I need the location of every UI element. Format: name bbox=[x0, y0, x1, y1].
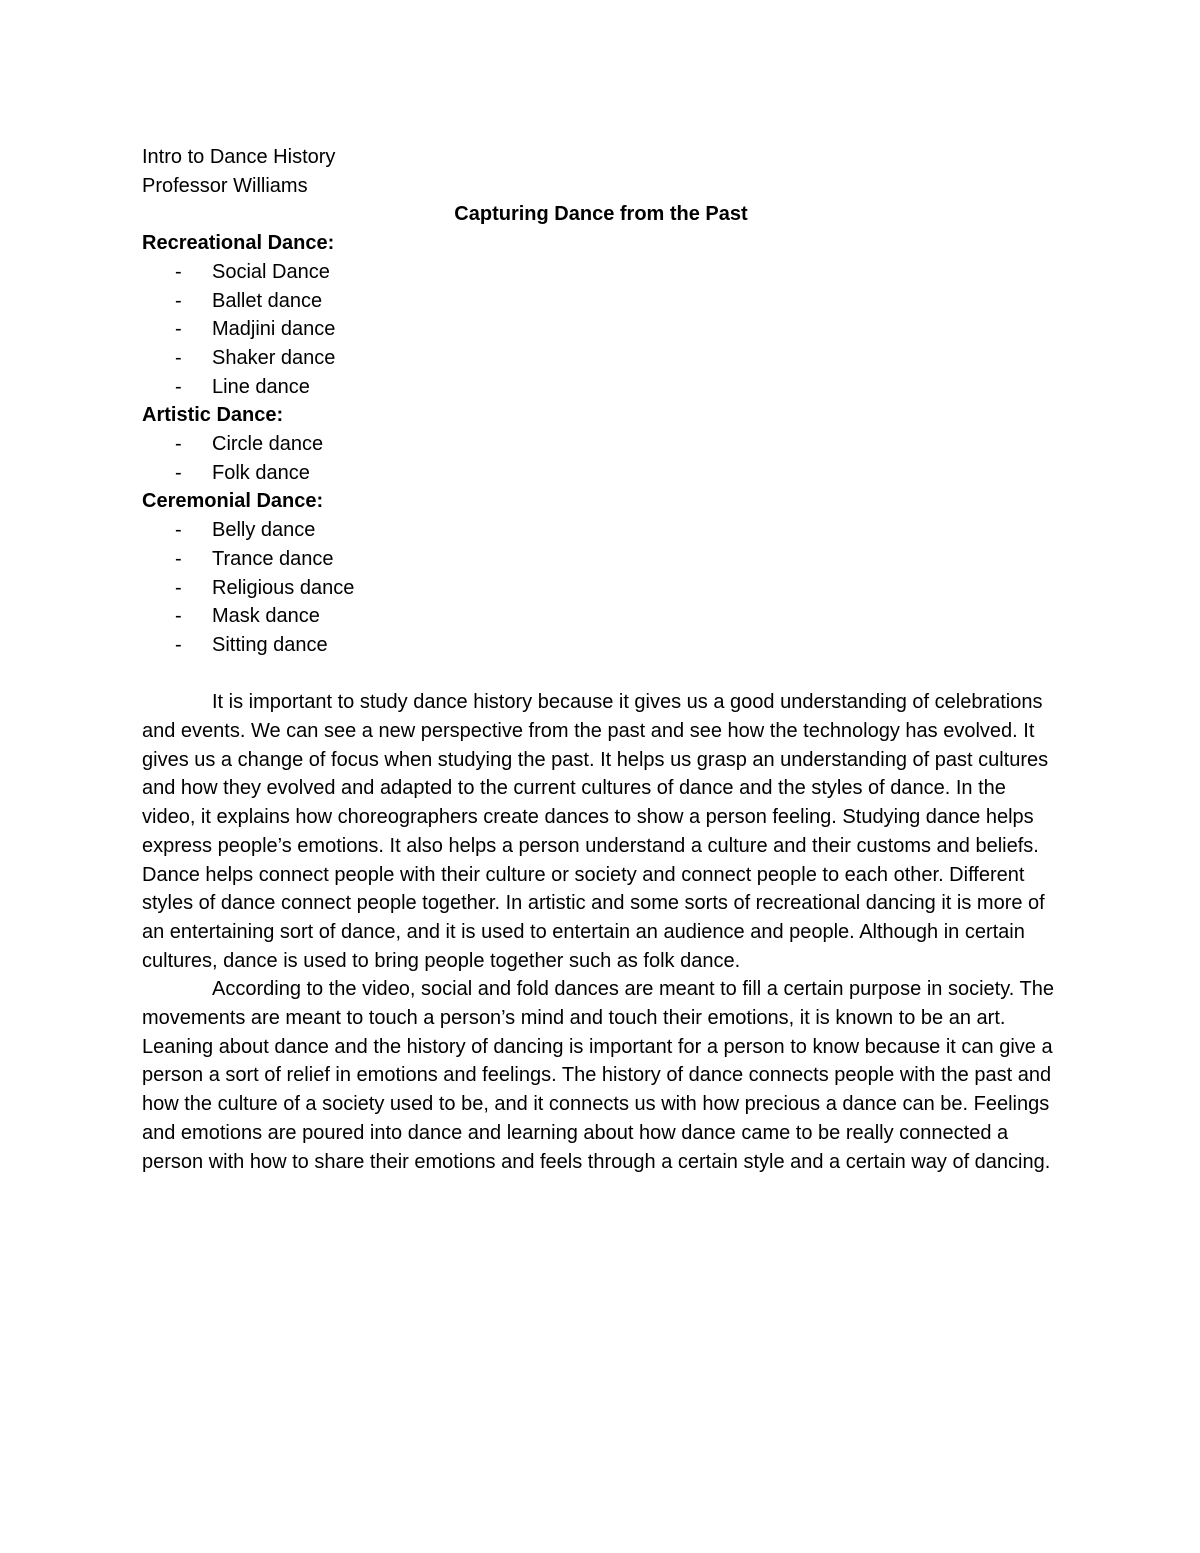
section-ceremonial bbox=[142, 487, 1060, 659]
list-item-label: Line dance bbox=[212, 375, 310, 398]
list-item bbox=[142, 574, 1060, 603]
list-item-label: Ballet dance bbox=[212, 289, 323, 312]
list-item-label: Mask dance bbox=[212, 605, 320, 628]
dash-marker: - bbox=[175, 318, 182, 341]
dash-marker: - bbox=[175, 289, 182, 312]
list-item-label: Circle dance bbox=[212, 433, 324, 456]
list-item-label: Religious dance bbox=[212, 576, 355, 599]
list-item bbox=[142, 459, 1060, 488]
course-name: Intro to Dance History bbox=[142, 146, 336, 168]
list-item bbox=[142, 516, 1060, 545]
dash-marker: - bbox=[175, 547, 182, 570]
section-heading: Ceremonial Dance: bbox=[142, 490, 324, 513]
document-body bbox=[142, 143, 1060, 1176]
dash-marker: - bbox=[175, 605, 182, 628]
body-paragraph: According to the video, social and fold dances are meant to fill a certain purpose in society. The movements are meant to touch a person’s mind and touch their emotions, it is known to be an art. Leaning about dance and the history of dancing is important for a person to know because it can give a person a sort of relief in emotions and feelings. The history of dance connects people with the past and how the culture of a society used to be, and it connects us with how precious a dance can be. Feelings and emotions are poured into dance and learning about how dance came to be really connected a person with how to share their emotions and feels through a certain style and a certain way of dancing. bbox=[142, 978, 1054, 1173]
dance-list bbox=[142, 516, 1060, 660]
dance-list bbox=[142, 430, 1060, 487]
blank-line bbox=[142, 660, 1060, 689]
list-item-label: Folk dance bbox=[212, 461, 310, 484]
section-heading: Artistic Dance: bbox=[142, 404, 284, 427]
dash-marker: - bbox=[175, 260, 182, 283]
body-paragraph: It is important to study dance history because it gives us a good understanding of celebrations and events. We can see a new perspective from the past and see how the technology has evolved. It gives us a change of focus when studying the past. It helps us grasp an understanding of past cultures and how they evolved and adapted to the current cultures of dance and the styles of dance. In the video, it explains how choreographers create dances to show a person feeling. Studying dance helps express people’s emotions. It also helps a person understand a culture and their customs and beliefs. Dance helps connect people with their culture or society and connect people to each other. Different styles of dance connect people together. In artistic and some sorts of recreational dancing it is more of an entertaining sort of dance, and it is used to entertain an audience and people. Although in certain cultures, dance is used to bring people together such as folk dance. bbox=[142, 691, 1049, 972]
list-item bbox=[142, 373, 1060, 402]
dash-marker: - bbox=[175, 375, 182, 398]
list-item-label: Madjini dance bbox=[212, 318, 336, 341]
section-heading: Recreational Dance: bbox=[142, 232, 335, 255]
dash-marker: - bbox=[175, 433, 182, 456]
list-item bbox=[142, 545, 1060, 574]
dash-marker: - bbox=[175, 461, 182, 484]
list-item bbox=[142, 631, 1060, 660]
list-item bbox=[142, 602, 1060, 631]
list-item bbox=[142, 315, 1060, 344]
dash-marker: - bbox=[175, 576, 182, 599]
list-item-label: Trance dance bbox=[212, 547, 334, 570]
list-item bbox=[142, 258, 1060, 287]
section-artistic bbox=[142, 401, 1060, 487]
list-item-label: Sitting dance bbox=[212, 633, 328, 656]
list-item-label: Shaker dance bbox=[212, 346, 336, 369]
dash-marker: - bbox=[175, 633, 182, 656]
document-title: Capturing Dance from the Past bbox=[454, 203, 748, 226]
dash-marker: - bbox=[175, 519, 182, 542]
list-item bbox=[142, 430, 1060, 459]
section-recreational bbox=[142, 229, 1060, 401]
dance-list bbox=[142, 258, 1060, 402]
list-item-label: Social Dance bbox=[212, 260, 330, 283]
list-item bbox=[142, 287, 1060, 316]
list-item-label: Belly dance bbox=[212, 519, 316, 542]
list-item bbox=[142, 344, 1060, 373]
dash-marker: - bbox=[175, 346, 182, 369]
professor-name: Professor Williams bbox=[142, 174, 308, 197]
